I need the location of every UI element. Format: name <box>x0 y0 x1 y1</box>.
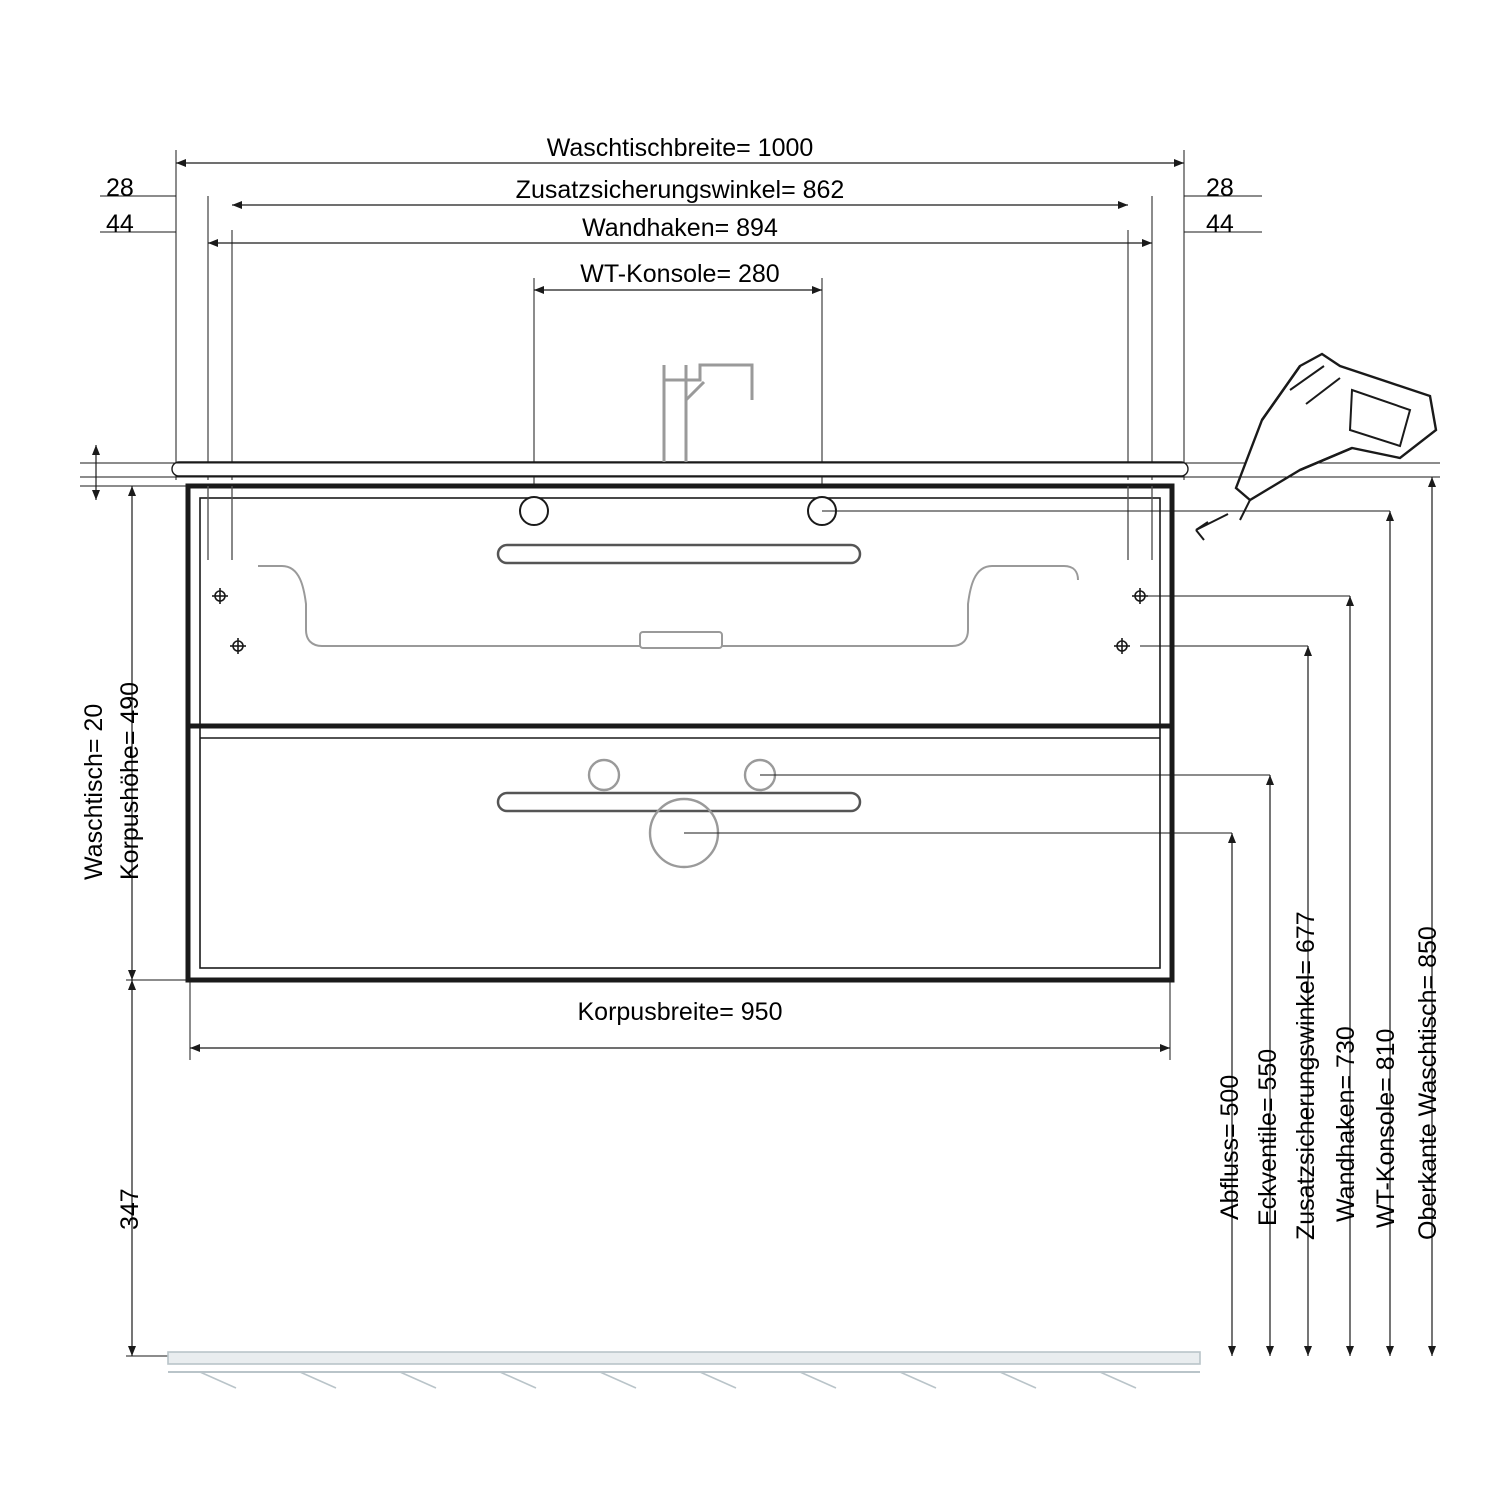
dim-waschtischbreite-label: Waschtischbreite= 1000 <box>546 134 814 162</box>
dim-waschtisch-label: Waschtisch= 20 <box>80 703 108 880</box>
dim-oberkante-waschtisch-label: Oberkante Waschtisch= 850 <box>1414 926 1442 1240</box>
dim-wandhaken-hoehe-label: Wandhaken= 730 <box>1332 1026 1360 1222</box>
faucet-icon <box>664 365 752 462</box>
dim-347-label: 347 <box>116 1188 144 1230</box>
cabinet-body <box>188 486 1172 980</box>
dim-wandhaken-label: Wandhaken= 894 <box>582 214 778 242</box>
floor-line <box>168 1352 1200 1388</box>
dim-korpusbreite-label: Korpusbreite= 950 <box>577 998 783 1026</box>
cursor-arrow-icon <box>1196 514 1228 540</box>
dim-left-44-label: 44 <box>106 210 134 238</box>
drill-icon <box>1236 354 1436 520</box>
dimension-lines-top <box>100 150 1262 512</box>
dim-right-44-label: 44 <box>1206 210 1234 238</box>
dim-right-28-label: 28 <box>1206 174 1234 202</box>
dim-left-28-label: 28 <box>106 174 134 202</box>
washbasin-top <box>80 462 1440 477</box>
dim-eckventile-label: Eckventile= 550 <box>1254 1048 1282 1226</box>
dim-zusatzsicherungswinkel-label: Zusatzsicherungswinkel= 862 <box>515 176 845 204</box>
dim-wt-konsole-hoehe-label: WT-Konsole= 810 <box>1372 1028 1400 1228</box>
dim-abfluss-label: Abfluss= 500 <box>1216 1074 1244 1220</box>
dim-zusatzsicherungswinkel-hoehe-label: Zusatzsicherungswinkel= 677 <box>1292 911 1320 1240</box>
dim-korpushoehe-label: Korpushöhe= 490 <box>116 681 144 880</box>
dim-wt-konsole-label: WT-Konsole= 280 <box>580 260 780 288</box>
